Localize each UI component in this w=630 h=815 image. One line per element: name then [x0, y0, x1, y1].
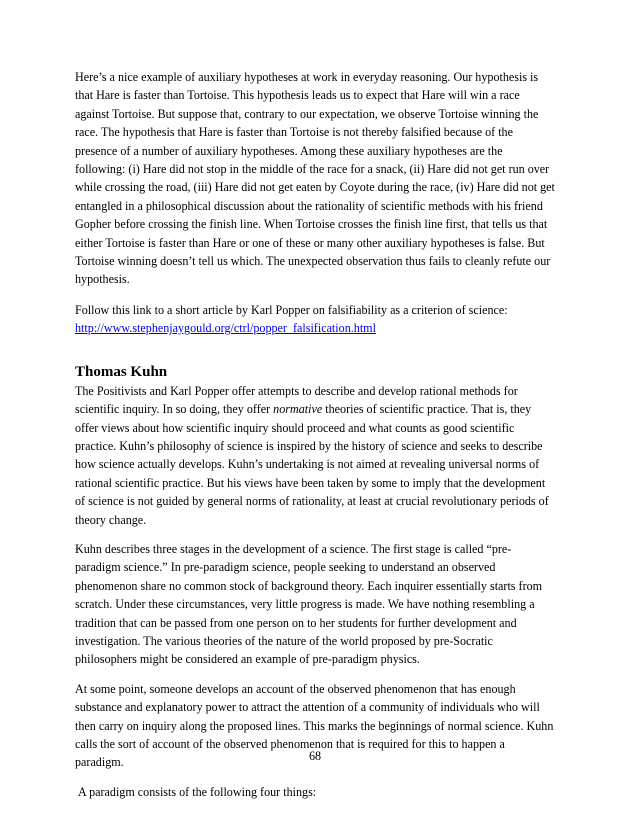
emphasis-normative: normative: [273, 402, 323, 417]
paragraph-paradigm-list-intro: A paradigm consists of the following four things:: [78, 784, 317, 799]
page-number: 68: [308, 749, 322, 763]
paragraph-kuhn-intro-start: The Positivists and Karl Popper offer attempts to describe and develop rational methods for scientific inquiry. In so doing, they offer: [75, 383, 518, 417]
paragraph-kuhn-intro: [75, 382, 555, 529]
paragraph-auxiliary-hypotheses: Here’s a nice example of auxiliary hypotheses at work in everyday reasoning. Our hypothesis is that Hare is faster than Tortoise. This hypothesis leads us to expect that Hare will win a race against Tortoise. But suppose that, contrary to our expectation, we observe Tortoise winning the race. The hypothesis that Hare is faster than Tortoise is not thereby falsified because of the presence of a number of auxiliary hypotheses. Among these auxiliary hypotheses are the following: (i) Hare did not stop in the middle of the race for a snack, (ii) Hare did not get run over while crossing the road, (iii) Hare did not get eaten by Coyote during the race, (iv) Hare did not get entangled in a philosophical discussion about the rationality of scientific methods with his friend Gopher before crossing the finish line. When Tortoise crosses the finish line first, that tells us that either Tortoise is faster than Hare or one of these or many other auxiliary hypotheses is false. But Tortoise winning doesn’t tell us which. The unexpected observation thus fails to cleanly refute our hypothesis.: [75, 70, 555, 287]
popper-article-link[interactable]: http://www.stephenjaygould.org/ctrl/popper_falsification.html: [75, 321, 376, 336]
paragraph-popper-link: [75, 301, 555, 338]
paragraph-three-stages: Kuhn describes three stages in the development of a science. The first stage is called “pre-paradigm science.” In pre-paradigm science, people seeking to understand an observed phenomenon share no common stock of background theory. Each inquirer essentially starts from scratch. Under these circumstances, very little progress is made. We have nothing resembling a tradition that can be passed from one person on to her students for further development and investigation. The various theories of the nature of the world proposed by pre-Socratic philosophers might be considered an example of pre-paradigm physics.: [75, 541, 543, 667]
paragraph-kuhn-intro-end: theories of scientific practice. That is, they offer views about how scientific inquiry should proceed and what counts as good scientific practice. Kuhn’s philosophy of science is inspired by the history of science and seeks to describe how science actually develops. Kuhn’s undertaking is not aimed at revealing universal norms of rational scientific practice. But his views have been taken by some to imply that the development of science is not guided by general norms of rationality, at least at crucial revolutionary periods of theory change.: [75, 402, 549, 527]
document-body: [75, 68, 555, 801]
section-heading: Thomas Kuhn: [75, 363, 168, 380]
paragraph-popper-link-text: Follow this link to a short article by Karl Popper on falsifiability as a criterion of science:: [75, 302, 508, 317]
paragraph-normal-science: At some point, someone develops an account of the observed phenomenon that has enough substance and explanatory power to attract the attention of a community of individuals who will then carry on inquiry along the proposed lines. This marks the beginnings of normal science. Kuhn calls the sort of account of the observed phenomenon that is required for this to happen a paradigm.: [75, 681, 554, 770]
